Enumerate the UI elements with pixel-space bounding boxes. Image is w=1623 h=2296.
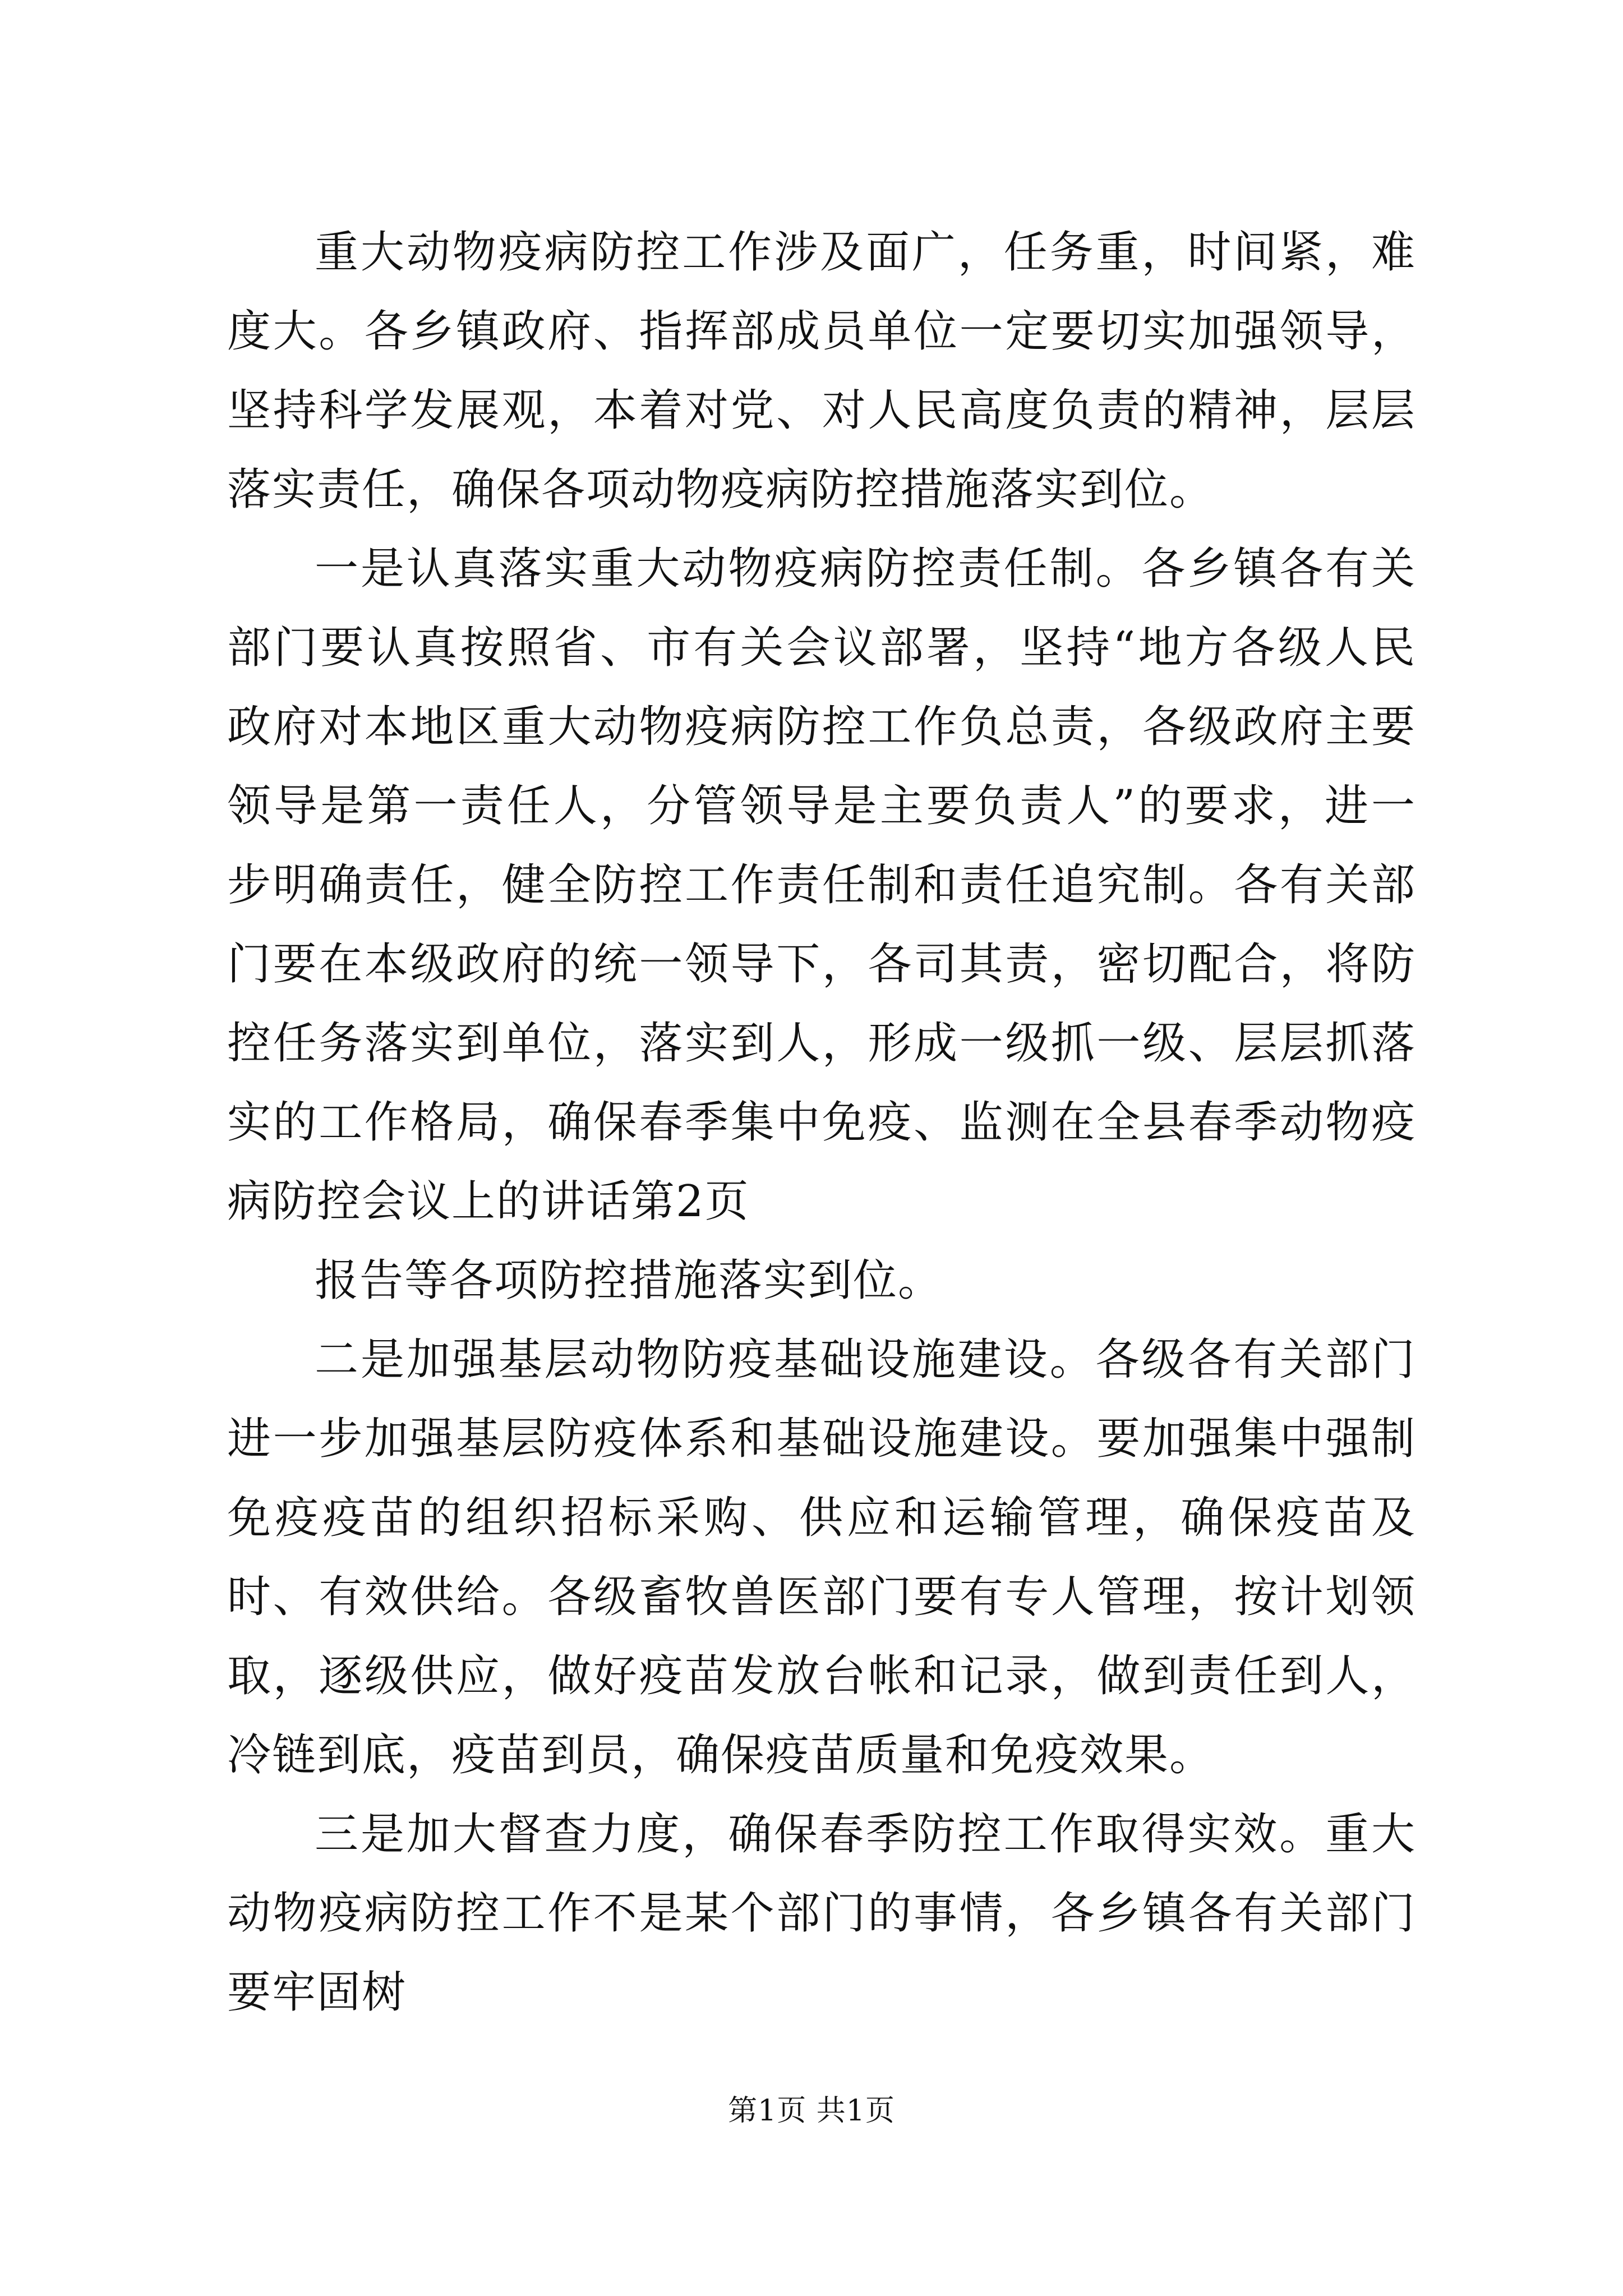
paragraph-point-three: 三是加大督查力度，确保春季防控工作取得实效。重大动物疫病防控工作不是某个部门的事情，各乡镇各有关部门要牢固树 [227, 1809, 1416, 2018]
paragraph-point-one: 一是认真落实重大动物疫病防控责任制。各乡镇各有关部门要认真按照省、市有关会议部署，坚持“地方各级人民政府对本地区重大动物疫病防控工作负总责，各级政府主要领导是第一责任人，分管领导是主要负责人”的要求，进一步明确责任，健全防控工作责任制和责任追究制。各有关部门要在本级政府的统一领导下，各司其责，密切配合，将防控任务落实到单位，落实到人，形成一级抓一级、层层抓落实的工作格局，确保春季集中免疫、监测在全县春季动物疫病防控会议上的讲话第2页 [227, 544, 1416, 1227]
page-footer: 第1页 共1页 [728, 2094, 895, 2128]
paragraph-point-one-continued: 报告等各项防控措施落实到位。 [315, 1255, 943, 1306]
paragraph-intro: 重大动物疫病防控工作涉及面广，任务重，时间紧，难度大。各乡镇政府、指挥部成员单位一定要切实加强领导，坚持科学发展观，本着对党、对人民高度负责的精神，层层落实责任，确保各项动物疫病防控措施落实到位。 [227, 227, 1416, 515]
paragraph-point-two: 二是加强基层动物防疫基础设施建设。各级各有关部门进一步加强基层防疫体系和基础设施建设。要加强集中强制免疫疫苗的组织招标采购、供应和运输管理，确保疫苗及时、有效供给。各级畜牧兽医部门要有专人管理，按计划领取，逐级供应，做好疫苗发放台帐和记录，做到责任到人，冷链到底，疫苗到员，确保疫苗质量和免疫效果。 [227, 1335, 1416, 1780]
document-body [227, 213, 1416, 2032]
